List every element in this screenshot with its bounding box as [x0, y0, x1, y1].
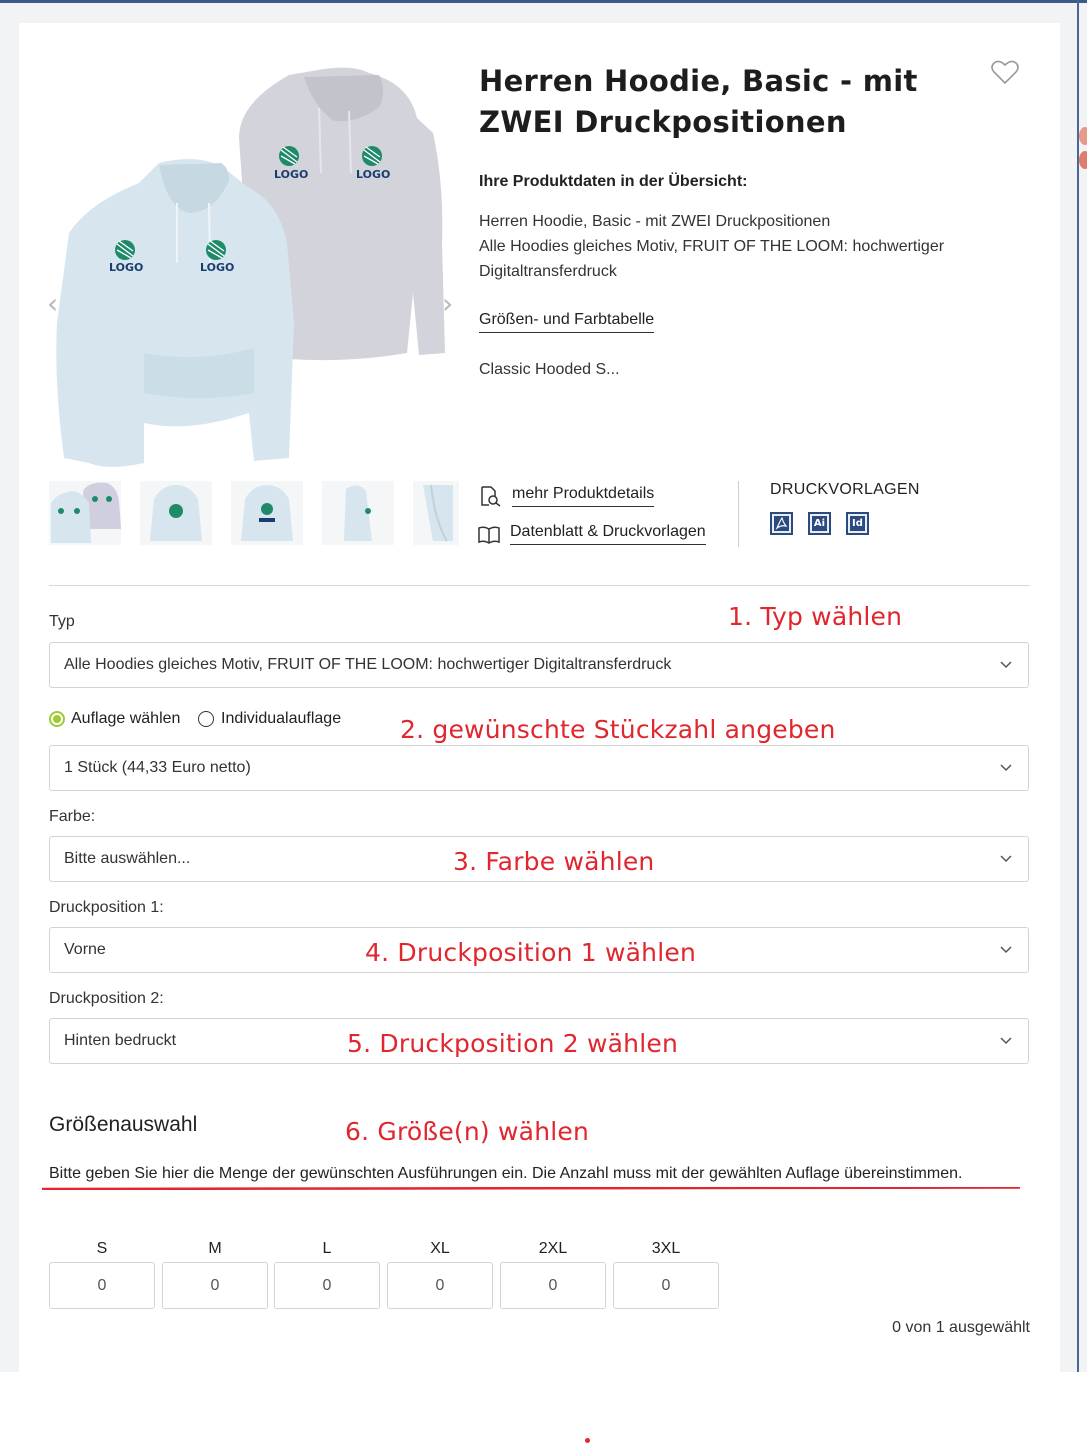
thumbnail-1[interactable]: [49, 481, 121, 545]
logo-mark: [362, 146, 382, 166]
size-input-xl[interactable]: 0: [387, 1262, 493, 1309]
illustrator-icon[interactable]: [808, 512, 831, 535]
farbe-select-placeholder: Bitte auswählen...: [64, 850, 191, 867]
section-divider: [49, 585, 1030, 586]
indesign-icon[interactable]: [846, 512, 869, 535]
chevron-down-icon: [998, 759, 1014, 775]
logo-text: LOGO: [200, 261, 235, 274]
annotation-1: 1. Typ wählen: [728, 602, 903, 631]
size-selection-heading: Größenauswahl: [49, 1113, 198, 1136]
annotation-6: 6. Größe(n) wählen: [345, 1117, 590, 1146]
radio-individual[interactable]: [198, 711, 214, 727]
chevron-down-icon: [998, 941, 1014, 957]
logo-mark: [115, 240, 135, 260]
thumbnail-4[interactable]: [322, 481, 394, 545]
size-label-s: S: [96, 1240, 108, 1257]
chevron-down-icon: [998, 656, 1014, 672]
logo-text: LOGO: [356, 168, 391, 181]
size-color-table-link[interactable]: Größen- und Farbtabelle: [479, 311, 654, 333]
thumbnail-strip: [49, 481, 459, 547]
chevron-down-icon: [998, 850, 1014, 866]
selected-count: 0 von 1 ausgewählt: [892, 1319, 1030, 1336]
logo-mark: [206, 240, 226, 260]
product-description: [479, 209, 999, 284]
pdf-icon[interactable]: [770, 512, 793, 535]
druckposition-2-label: Druckposition 2:: [49, 990, 164, 1007]
thumbnail-3[interactable]: [231, 481, 303, 545]
vertical-divider: [738, 481, 739, 547]
radio-auflage[interactable]: [49, 711, 65, 727]
logo-mark: [279, 146, 299, 166]
scrollbar[interactable]: [1077, 0, 1079, 1372]
annotation-dot: [585, 1438, 590, 1443]
edge-decoration: [1075, 124, 1087, 172]
product-image: [49, 63, 459, 483]
annotation-5: 5. Druckposition 2 wählen: [347, 1029, 679, 1058]
gallery-prev-chevron-left-icon[interactable]: ‹: [47, 287, 59, 320]
logo-text: LOGO: [274, 168, 309, 181]
product-title: Herren Hoodie, Basic - mit ZWEI Druckpositionen: [479, 64, 918, 139]
size-label-3xl: 3XL: [651, 1240, 681, 1257]
druckvorlagen-heading: DRUCKVORLAGEN: [770, 481, 920, 498]
druckposition-1-value: Vorne: [64, 941, 106, 958]
size-input-3xl[interactable]: 0: [613, 1262, 719, 1309]
thumbnail-2[interactable]: [140, 481, 212, 545]
book-icon: [478, 524, 500, 546]
annotation-3: 3. Farbe wählen: [453, 847, 655, 876]
indesign-label: Id: [850, 516, 865, 531]
annotation-underline: [42, 1187, 1020, 1190]
gallery-next-chevron-right-icon[interactable]: ›: [442, 287, 454, 320]
size-input-s[interactable]: 0: [49, 1262, 155, 1309]
description-line: Alle Hoodies gleiches Motiv, FRUIT OF THE LOOM: hochwertiger Digitaltransferdruck: [479, 238, 945, 280]
size-label-xl: XL: [430, 1240, 450, 1257]
illustrator-label: Ai: [813, 518, 826, 529]
radio-individual-label[interactable]: Individualauflage: [221, 710, 342, 727]
product-gallery[interactable]: [49, 63, 459, 483]
size-input-2xl[interactable]: 0: [500, 1262, 606, 1309]
datasheet-templates-link[interactable]: Datenblatt & Druckvorlagen: [510, 523, 706, 545]
typ-label: Typ: [49, 613, 75, 630]
annotation-2: 2. gewünschte Stückzahl angeben: [400, 715, 836, 744]
typ-select-value: Alle Hoodies gleiches Motiv, FRUIT OF THE LOOM: hochwertiger Digitaltransferdruck: [64, 656, 672, 673]
logo-text: LOGO: [109, 261, 144, 274]
thumbnail-5[interactable]: [413, 481, 459, 545]
pdf-glyph: [774, 516, 789, 531]
short-description: Classic Hooded S...: [479, 361, 620, 378]
size-label-2xl: 2XL: [538, 1240, 568, 1257]
druckposition-1-label: Druckposition 1:: [49, 899, 164, 916]
annotation-4: 4. Druckposition 1 wählen: [365, 938, 697, 967]
radio-auflage-label[interactable]: Auflage wählen: [71, 710, 181, 727]
size-input-l[interactable]: 0: [274, 1262, 380, 1309]
auflage-select[interactable]: [49, 745, 1029, 791]
typ-select[interactable]: [49, 642, 1029, 688]
size-input-m[interactable]: 0: [162, 1262, 268, 1309]
size-label-m: M: [208, 1240, 222, 1257]
wishlist-heart-icon[interactable]: [991, 59, 1019, 85]
size-selection-hint: Bitte geben Sie hier die Menge der gewünschten Ausführungen ein. Die Anzahl muss mit der gewählten Auflage übereinstimmen.: [49, 1165, 963, 1182]
product-card: [19, 23, 1060, 1372]
chevron-down-icon: [998, 1032, 1014, 1048]
druckposition-2-value: Hinten bedruckt: [64, 1032, 177, 1049]
auflage-select-value: 1 Stück (44,33 Euro netto): [64, 759, 251, 776]
document-search-icon: [479, 485, 501, 507]
page-footer-area: [0, 1372, 1087, 1445]
farbe-label: Farbe:: [49, 808, 96, 825]
size-label-l: L: [322, 1240, 332, 1257]
more-product-details-link[interactable]: mehr Produktdetails: [512, 485, 654, 507]
description-line: Herren Hoodie, Basic - mit ZWEI Druckpositionen: [479, 213, 831, 230]
overview-heading: Ihre Produktdaten in der Übersicht:: [479, 173, 748, 190]
